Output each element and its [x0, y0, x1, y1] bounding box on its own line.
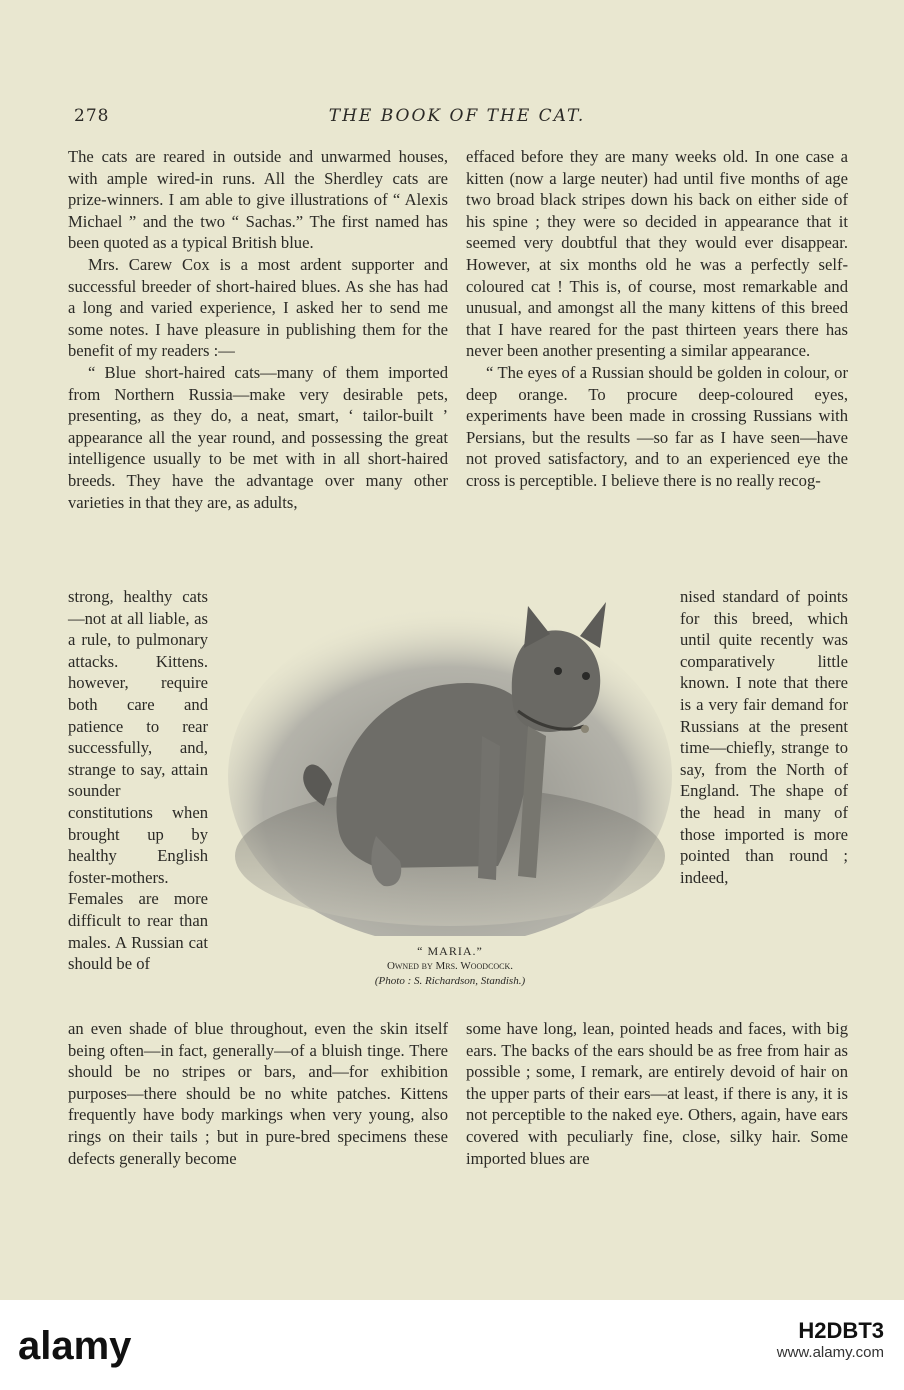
image-id: H2DBT3 [798, 1318, 884, 1343]
paragraph: “ Blue short-haired cats—many of them imported from Northern Russia—make very desirable pets, presenting, as they do, a neat, smart, ‘ tailor-built ’ appearance all the year round, and possessing the great intelligence usually to be met with in all short-haired breeds. They have the advantage over many other varieties in that they are, as adults, [68, 362, 448, 512]
paragraph: The cats are reared in outside and unwarmed houses, with ample wired-in runs. All the Sherdley cats are prize-winners. I am able to give illustrations of “ Alexis Michael ” and the two “ Sachas.” The first named has been quoted as a typical British blue. [68, 147, 448, 253]
paragraph: “ The eyes of a Russian should be golden in colour, or deep orange. To procure deep-coloured eyes, experiments have been made in crossing Russians with Persians, but the results —so far as I have seen—have not proved satisfactory, and to an experienced eye the cross is perceptible. I believe there is no really recog- [466, 362, 848, 490]
footer-meta [777, 1320, 884, 1364]
footer-url: www.alamy.com [776, 1344, 884, 1361]
paragraph: Mrs. Carew Cox is a most ardent supporter and successful breeder of short-haired blues. As she has had a long and varied experience, I asked her to send me some notes. I have pleasure in publishing them for the benefit of my readers :— [68, 254, 448, 361]
caption-title: “ MARIA.” [417, 944, 483, 958]
caption-credit: (Photo : S. Richardson, Standish.) [374, 975, 526, 987]
left-bottom-text: an even shade of blue throughout, even the skin itself being often—in fact, generally—of a bluish tinge. There should be no stripes or bars, and—for exhibition purposes—there should be no white patches. Kittens frequently have body markings when very young, also rings on their tails ; but in pure-bred specimens these defects generally become [68, 1019, 448, 1168]
page-header [62, 106, 852, 132]
cat-photo [228, 596, 672, 936]
watermark-footer [0, 1300, 904, 1390]
left-column [68, 146, 448, 513]
right-column [466, 146, 848, 492]
photo-caption [340, 944, 560, 989]
left-wrap-text: strong, healthy cats—not at all liable, as a rule, to pulmonary attacks. Kittens. however, require both care and patience to rear successfully, and, strange to say, attain sounder constitutions when brought up by healthy English foster-mothers. Females are more difficult to rear than males. A Russian cat should be of [68, 587, 208, 974]
paragraph: effaced before they are many weeks old. In one case a kitten (now a large neuter) had until five months of age two broad black stripes down his back on either side of his spine ; they were so decided in appearance that it seemed very doubtful that they would ever disappear. However, at six months old he was a perfectly self-coloured cat ! This is, of course, most remarkable and unusual, and amongst all the many kittens of this breed that I have reared for the past thirteen years there has never been another presenting a similar appearance. [466, 147, 848, 361]
right-wrap-text: nised standard of points for this breed, which until quite recently was comparatively little known. I note that there is a very fair demand for Russians at the present time—chiefly, strange to say, from the North of England. The shape of the head in many of those imported is more pointed than round ; indeed, [680, 587, 848, 887]
alamy-logo: alamy [18, 1324, 132, 1368]
right-bottom-text: some have long, lean, pointed heads and faces, with big ears. The backs of the ears should be as free from hair as possible ; some, I remark, are entirely devoid of hair on the upper parts of their ears—at least, if there is any, it is not perceptible to the naked eye. Others, again, have ears covered with peculiarly fine, close, silky hair. Some imported blues are [466, 1019, 848, 1168]
running-title: THE BOOK OF THE CAT. [328, 106, 586, 126]
caption-owner: Owned by Mrs. Woodcock. [386, 960, 514, 972]
page-number: 278 [74, 106, 110, 126]
